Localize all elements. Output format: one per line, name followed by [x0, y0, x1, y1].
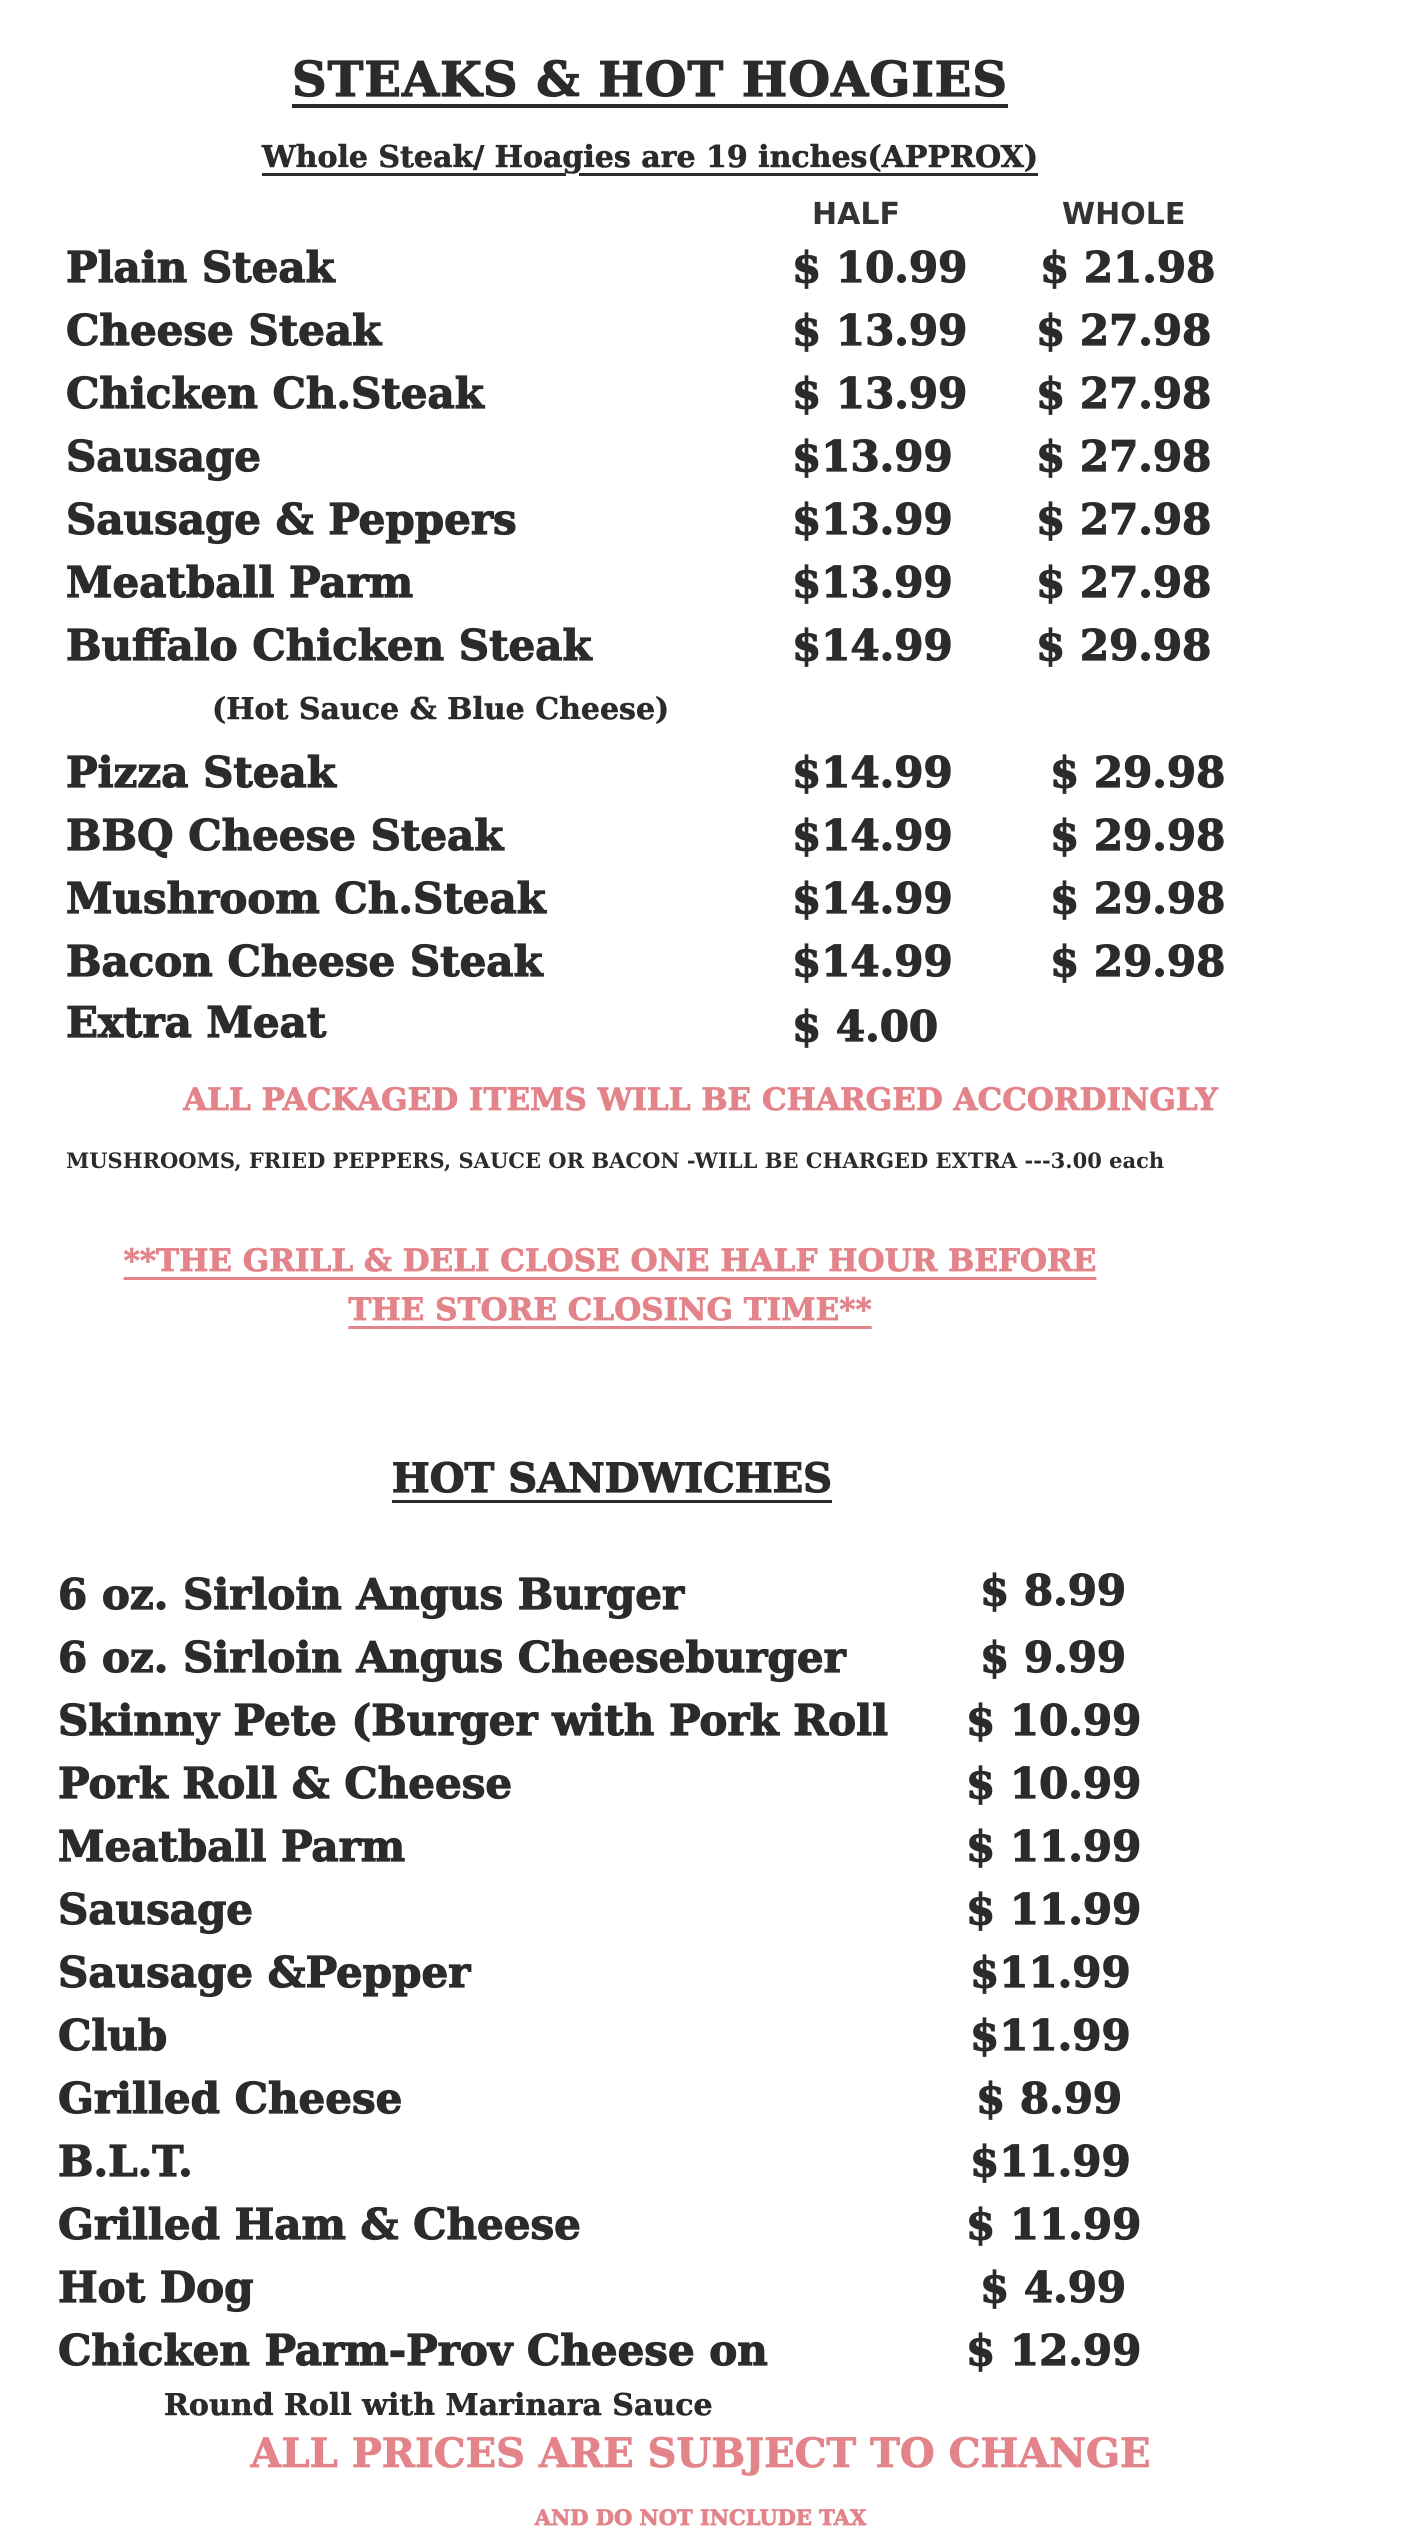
steak-item-name: Chicken Ch.Steak: [66, 369, 484, 418]
sandwich-item-price: $ 10.99: [966, 1759, 1142, 1808]
steak-item-name: Sausage & Peppers: [66, 495, 517, 544]
steak-item-name: Cheese Steak: [66, 306, 382, 355]
steak-item-name: Extra Meat: [66, 998, 327, 1047]
sandwich-item-price: $11.99: [970, 2011, 1131, 2060]
sandwich-item-price: $ 9.99: [980, 1633, 1127, 1682]
steak-item-whole-price: $ 27.98: [1036, 495, 1212, 544]
sandwich-item-price: $ 10.99: [966, 1696, 1142, 1745]
sandwich-item-price: $ 8.99: [976, 2074, 1123, 2123]
steak-item-half-price: $14.99: [792, 748, 953, 797]
steak-item-whole-price: $ 29.98: [1050, 748, 1226, 797]
sandwich-item-name: Grilled Ham & Cheese: [58, 2200, 581, 2249]
steak-item-half-price: $13.99: [792, 495, 953, 544]
steak-item-half-price: $14.99: [792, 811, 953, 860]
sandwich-item-name: Meatball Parm: [58, 1822, 406, 1871]
steak-item-name: Bacon Cheese Steak: [66, 937, 543, 986]
sandwich-item-name: Skinny Pete (Burger with Pork Roll: [58, 1696, 889, 1745]
steak-item-whole-price: $ 29.98: [1036, 621, 1212, 670]
sandwich-item-price: $ 11.99: [966, 1885, 1142, 1934]
steak-item-whole-price: $ 27.98: [1036, 558, 1212, 607]
steak-item-name: Mushroom Ch.Steak: [66, 874, 546, 923]
steak-item-whole-price: $ 27.98: [1036, 432, 1212, 481]
steak-item-half-price: $ 13.99: [792, 369, 968, 418]
steak-item-whole-price: $ 29.98: [1050, 811, 1226, 860]
sandwich-item-price: $ 11.99: [966, 1822, 1142, 1871]
steak-item-name: Sausage: [66, 432, 262, 481]
sandwich-item-name: Hot Dog: [58, 2263, 254, 2312]
sandwich-item-price: $ 11.99: [966, 2200, 1142, 2249]
steak-item-half-price: $14.99: [792, 621, 953, 670]
steak-item-half-price: $ 10.99: [792, 243, 968, 292]
steak-item-name: Buffalo Chicken Steak: [66, 621, 592, 670]
steak-item-name: Pizza Steak: [66, 748, 336, 797]
steak-item-whole-price: $ 27.98: [1036, 306, 1212, 355]
steak-item-half-price: $13.99: [792, 558, 953, 607]
buffalo-note: (Hot Sauce & Blue Cheese): [212, 692, 670, 727]
sandwich-item-name: Grilled Cheese: [58, 2074, 403, 2123]
steak-item-name: BBQ Cheese Steak: [66, 811, 504, 860]
half-column-header: HALF: [812, 197, 900, 232]
sandwich-item-price: $ 8.99: [980, 1566, 1127, 1615]
steak-item-whole-price: $ 29.98: [1050, 937, 1226, 986]
steak-item-whole-price: $ 29.98: [1050, 874, 1226, 923]
steak-item-half-price: $ 13.99: [792, 306, 968, 355]
closing-notice-line-2: THE STORE CLOSING TIME**: [348, 1292, 872, 1328]
sandwich-item-price: $11.99: [970, 2137, 1131, 2186]
sandwich-item-name: Sausage &Pepper: [58, 1948, 471, 1997]
sandwich-item-name: B.L.T.: [58, 2137, 193, 2186]
closing-notice-line-1: **THE GRILL & DELI CLOSE ONE HALF HOUR BEFORE: [123, 1243, 1097, 1279]
steak-item-half-price: $13.99: [792, 432, 953, 481]
tax-notice: AND DO NOT INCLUDE TAX: [534, 2505, 867, 2530]
steak-item-whole-price: $ 21.98: [1040, 243, 1216, 292]
steak-item-name: Plain Steak: [66, 243, 335, 292]
page-subtitle: Whole Steak/ Hoagies are 19 inches(APPROX): [261, 140, 1039, 175]
sandwich-item-price: $11.99: [970, 1948, 1131, 1997]
steak-item-half-price: $ 4.00: [792, 1002, 939, 1051]
steak-item-half-price: $14.99: [792, 874, 953, 923]
sandwich-item-name: 6 oz. Sirloin Angus Burger: [58, 1570, 685, 1619]
hot-sandwiches-title: HOT SANDWICHES: [391, 1455, 833, 1502]
sandwich-item-name: Chicken Parm-Prov Cheese on: [58, 2326, 768, 2375]
whole-column-header: WHOLE: [1062, 197, 1186, 232]
packaged-items-notice: ALL PACKAGED ITEMS WILL BE CHARGED ACCORDINGLY: [183, 1082, 1218, 1118]
sandwich-item-name: 6 oz. Sirloin Angus Cheeseburger: [58, 1633, 846, 1682]
sandwich-item-name: Club: [58, 2011, 168, 2060]
sandwich-item-price: $ 4.99: [980, 2263, 1127, 2312]
page-title: STEAKS & HOT HOAGIES: [291, 52, 1009, 108]
steak-item-half-price: $14.99: [792, 937, 953, 986]
prices-change-notice: ALL PRICES ARE SUBJECT TO CHANGE: [250, 2430, 1151, 2477]
chicken-parm-note: Round Roll with Marinara Sauce: [164, 2388, 713, 2423]
steak-item-whole-price: $ 27.98: [1036, 369, 1212, 418]
extras-notice: MUSHROOMS, FRIED PEPPERS, SAUCE OR BACON -WILL BE CHARGED EXTRA ---3.00 each: [66, 1148, 1165, 1173]
sandwich-item-price: $ 12.99: [966, 2326, 1142, 2375]
steak-item-name: Meatball Parm: [66, 558, 414, 607]
sandwich-item-name: Pork Roll & Cheese: [58, 1759, 513, 1808]
sandwich-item-name: Sausage: [58, 1885, 254, 1934]
